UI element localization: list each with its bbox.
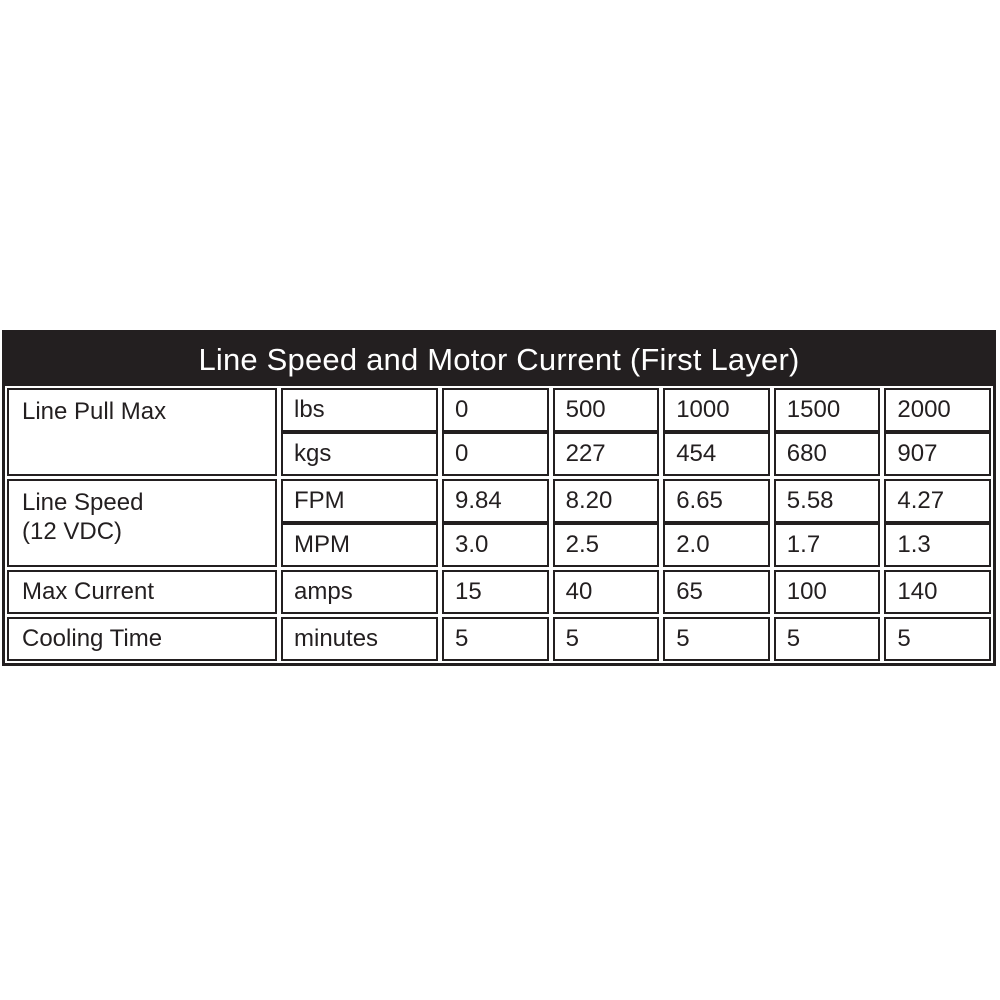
value-cell: 5 [442,617,549,661]
value-cell: 9.84 [442,479,549,523]
value-cell: 15 [442,570,549,614]
row-label-cooling-time: Cooling Time [7,617,277,661]
row-group-cooling-time [7,617,991,661]
unit-cell-fpm: FPM [281,479,438,523]
value-cell: 3.0 [442,523,549,567]
value-cell: 5 [553,617,660,661]
value-cell: 5 [884,617,991,661]
value-cell: 227 [553,432,660,476]
value-cell: 1500 [774,388,881,432]
value-cell: 0 [442,388,549,432]
row-group-max-current [7,570,991,614]
value-cell: 140 [884,570,991,614]
value-cell: 1.3 [884,523,991,567]
row-label-line1: Line Speed [22,489,144,516]
value-cell: 500 [553,388,660,432]
value-cell: 8.20 [553,479,660,523]
table-body [5,386,993,663]
unit-cell-minutes: minutes [281,617,438,661]
value-cell: 2.5 [553,523,660,567]
row-label-line-pull-max [7,388,277,476]
unit-cell-amps: amps [281,570,438,614]
value-cell: 5 [774,617,881,661]
value-cell: 454 [663,432,770,476]
value-cell: 40 [553,570,660,614]
value-cell: 6.65 [663,479,770,523]
unit-cell-kgs: kgs [281,432,438,476]
table-title-bar [5,333,993,386]
row-group-line-speed [7,479,991,567]
unit-cell-lbs: lbs [281,388,438,432]
value-cell: 4.27 [884,479,991,523]
row-label-line-speed [7,479,277,567]
value-cell: 680 [774,432,881,476]
value-cell: 2000 [884,388,991,432]
value-cell: 907 [884,432,991,476]
unit-cell-mpm: MPM [281,523,438,567]
value-cell: 5.58 [774,479,881,523]
table-title: Line Speed and Motor Current (First Layer) [198,341,800,377]
row-label-max-current: Max Current [7,570,277,614]
value-cell: 2.0 [663,523,770,567]
row-group-line-pull-max [7,388,991,476]
row-label-text: Line Pull Max [22,398,167,425]
value-cell: 0 [442,432,549,476]
value-cell: 1000 [663,388,770,432]
value-cell: 65 [663,570,770,614]
value-cell: 1.7 [774,523,881,567]
value-cell: 5 [663,617,770,661]
value-cell: 100 [774,570,881,614]
row-label-line2: (12 VDC) [22,518,123,545]
spec-table [2,330,996,666]
